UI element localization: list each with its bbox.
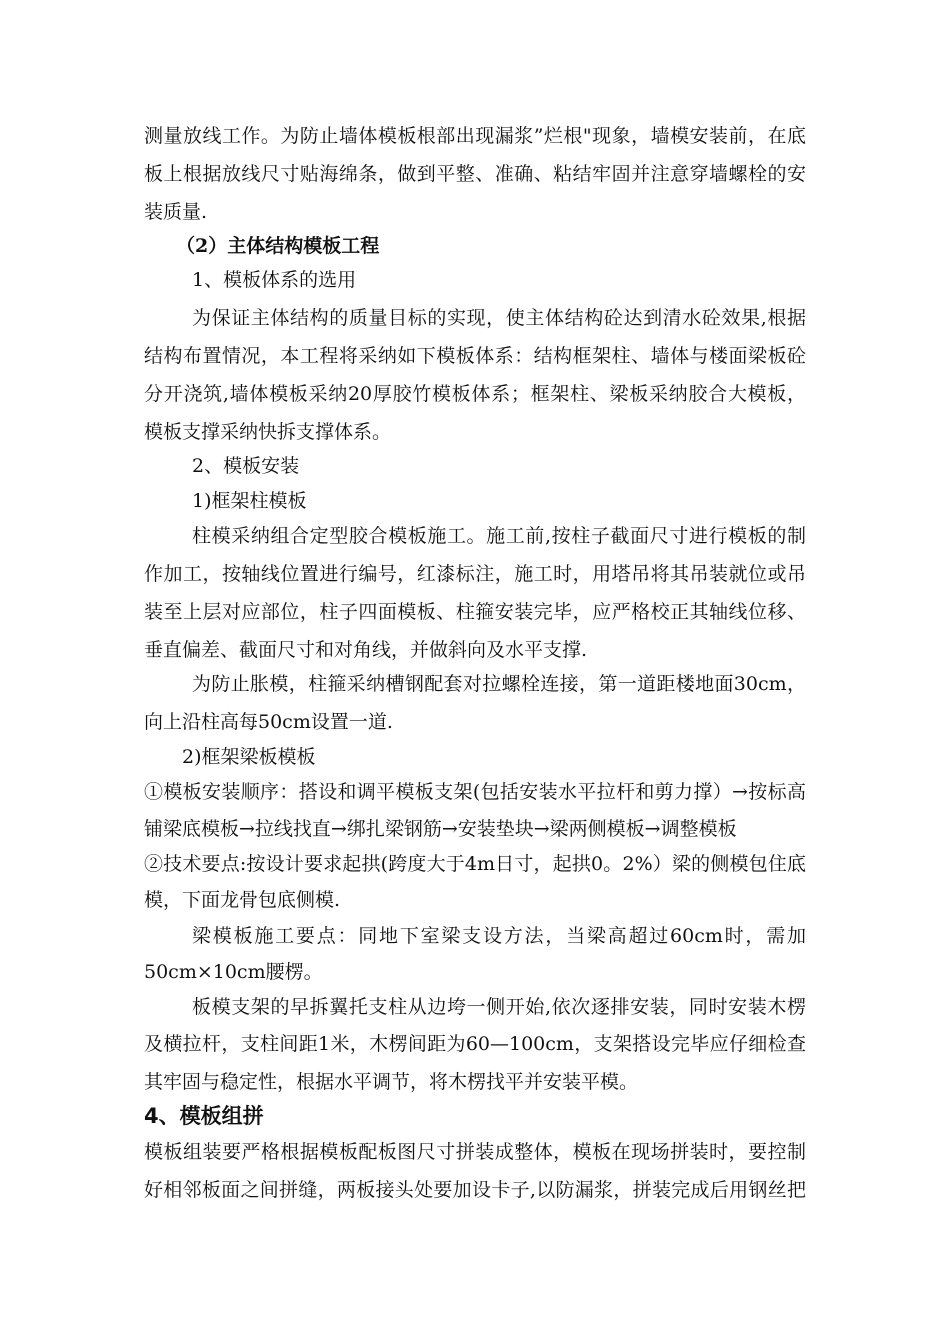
text-line: ①模板安装顺序：搭设和调平模板支架(包括安装水平拉杆和剪力撑）→按标高 <box>144 781 806 803</box>
text-line: ②技术要点:按设计要求起拱(跨度大于4m日寸，起拱0。2%）梁的侧模包住底 <box>144 853 806 875</box>
text-line: 柱模采纳组合定型胶合模板施工。施工前,按柱子截面尺寸进行模板的制 <box>192 525 806 547</box>
text-line: 垂直偏差、截面尺寸和对角线，并做斜向及水平支撑. <box>144 639 588 661</box>
subsection-title: 1、模板体系的选用 <box>192 269 357 291</box>
text-line: 模板组装要严格根据模板配板图尺寸拼装成整体，模板在现场拼装时，要控制 <box>144 1141 806 1163</box>
text-line: 板模支架的早拆翼托支柱从边垮一侧开始,依次逐排安装，同时安装木楞 <box>192 996 806 1018</box>
section-heading: 4、模板组拼 <box>144 1104 264 1128</box>
text-line: 为保证主体结构的质量目标的实现，使主体结构砼达到清水砼效果,根据 <box>192 307 806 329</box>
text-line: 及横拉杆，支柱间距1米，木楞间距为60—100cm，支架搭设完毕应仔细检查 <box>144 1033 806 1055</box>
text-line: 向上沿柱高每50cm设置一道. <box>144 711 393 733</box>
text-line: 其牢固与稳定性，根据水平调节，将木楞找平并安装平模。 <box>144 1071 639 1093</box>
text-line: 模板支撑采纳快拆支撑体系。 <box>144 421 392 443</box>
text-line: 模，下面龙骨包底侧模. <box>144 889 341 911</box>
subsection-title: 2)框架梁板模板 <box>182 746 316 768</box>
text-line: 装质量. <box>144 201 208 223</box>
text-line: 好相邻板面之间拼缝，两板接头处要加设卡子,以防漏浆，拼装完成后用钢丝把 <box>144 1179 806 1201</box>
text-line: 板上根据放线尺寸贴海绵条，做到平整、准确、粘结牢固并注意穿墙螺栓的安 <box>144 163 806 185</box>
text-line: 作加工，按轴线位置进行编号，红漆标注，施工时，用塔吊将其吊装就位或吊 <box>144 563 806 585</box>
subsection-title: 1)框架柱模板 <box>192 490 307 512</box>
subsection-title: 2、模板安装 <box>192 455 300 477</box>
text-line: 装至上层对应部位，柱子四面模板、柱箍安装完毕，应严格校正其轴线位移、 <box>144 601 806 623</box>
text-line: 梁模板施工要点：同地下室梁支设方法，当梁高超过60cm时，需加 <box>192 925 806 947</box>
section-heading: （2）主体结构模板工程 <box>176 235 380 257</box>
text-line: 分开浇筑,墙体模板采纳20厚胶竹模板体系；框架柱、梁板采纳胶合大模板， <box>144 383 806 405</box>
text-line: 50cm×10cm腰楞。 <box>144 961 323 983</box>
text-line: 测量放线工作。为防止墙体模板根部出现漏浆”烂根"现象，墙模安装前，在底 <box>144 125 806 147</box>
text-line: 为防止胀模，柱箍采纳槽钢配套对拉螺栓连接，第一道距楼地面30cm， <box>192 673 806 695</box>
text-line: 铺梁底模板→拉线找直→绑扎梁钢筋→安装垫块→梁两侧模板→调整模板 <box>144 818 737 840</box>
text-line: 结构布置情况，本工程将采纳如下模板体系：结构框架柱、墙体与楼面梁板砼 <box>144 345 806 367</box>
